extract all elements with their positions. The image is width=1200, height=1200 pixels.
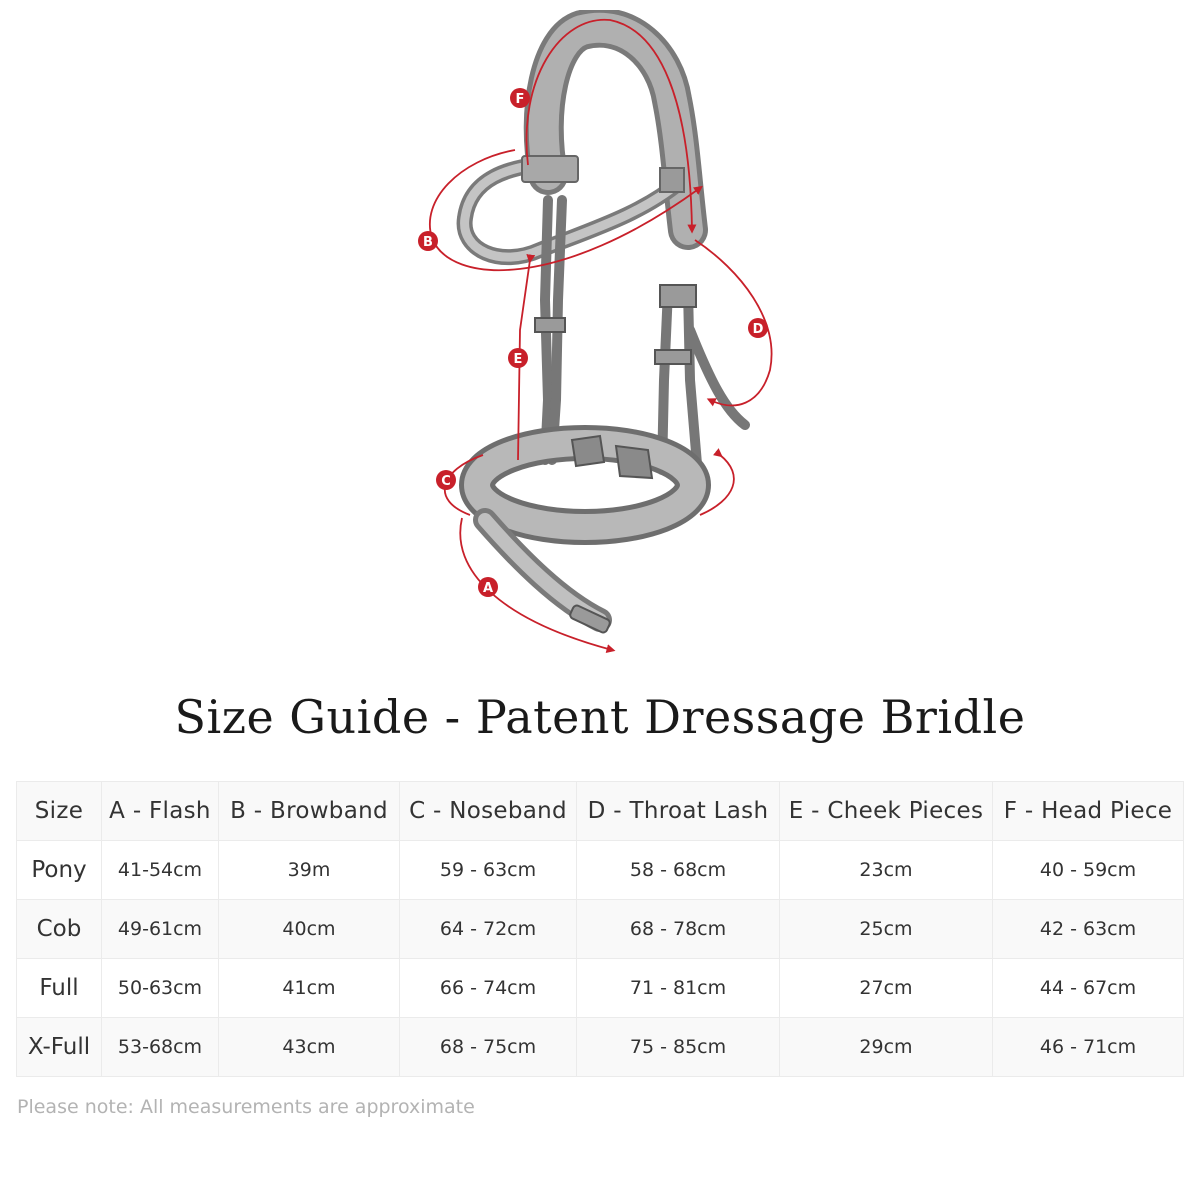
column-header-throat-lash: D - Throat Lash (577, 782, 780, 841)
table-cell: 29cm (780, 1018, 993, 1077)
table-cell: 27cm (780, 959, 993, 1018)
column-header-noseband: C - Noseband (400, 782, 577, 841)
throat-buckle (660, 285, 696, 307)
table-cell: 41cm (219, 959, 400, 1018)
cheek-buckle-left (535, 318, 565, 332)
cheek-buckle-right (655, 350, 691, 364)
table-row (17, 900, 1184, 959)
table-cell: 40 - 59cm (993, 841, 1184, 900)
page-title: Size Guide - Patent Dressage Bridle (174, 690, 1026, 744)
marker-e (508, 348, 528, 368)
table-cell: 41-54cm (102, 841, 219, 900)
table-cell: X-Full (17, 1018, 102, 1077)
marker-b-label: B (423, 235, 433, 250)
marker-d-label: D (752, 322, 764, 337)
table-cell: 46 - 71cm (993, 1018, 1184, 1077)
browband-strap (465, 156, 684, 257)
throat-lash-strap (690, 330, 745, 425)
table-cell: 66 - 74cm (400, 959, 577, 1018)
column-header-head-piece: F - Head Piece (993, 782, 1184, 841)
table-cell: 64 - 72cm (400, 900, 577, 959)
table-cell: 44 - 67cm (993, 959, 1184, 1018)
size-table (16, 781, 1184, 1077)
table-cell: 58 - 68cm (577, 841, 780, 900)
table-cell: 71 - 81cm (577, 959, 780, 1018)
column-header-size: Size (17, 782, 102, 841)
table-cell: 50-63cm (102, 959, 219, 1018)
marker-f (510, 88, 530, 108)
marker-e-label: E (513, 352, 523, 367)
bridle-illustration (400, 10, 800, 670)
table-cell: 75 - 85cm (577, 1018, 780, 1077)
table-cell: 49-61cm (102, 900, 219, 959)
marker-c-label: C (441, 474, 451, 489)
marker-f-label: F (515, 92, 525, 107)
table-cell: Cob (17, 900, 102, 959)
table-cell: 59 - 63cm (400, 841, 577, 900)
table-cell: 53-68cm (102, 1018, 219, 1077)
table-cell: 68 - 75cm (400, 1018, 577, 1077)
table-row (17, 841, 1184, 900)
marker-a-label: A (482, 581, 494, 596)
table-cell: 40cm (219, 900, 400, 959)
table-cell: 42 - 63cm (993, 900, 1184, 959)
disclaimer-note: Please note: All measurements are approximate (17, 1096, 475, 1118)
table-cell: 25cm (780, 900, 993, 959)
table-header-row (17, 782, 1184, 841)
table-cell: Pony (17, 841, 102, 900)
column-header-browband: B - Browband (219, 782, 400, 841)
noseband-strap (477, 436, 693, 527)
table-cell: 68 - 78cm (577, 900, 780, 959)
column-header-cheek-pieces: E - Cheek Pieces (780, 782, 993, 841)
marker-d (748, 318, 768, 338)
measurement-guides (430, 20, 772, 650)
table-cell: Full (17, 959, 102, 1018)
table-cell: 39m (219, 841, 400, 900)
marker-c (436, 470, 456, 490)
marker-a (478, 577, 498, 597)
marker-b (418, 231, 438, 251)
table-row (17, 1018, 1184, 1077)
table-cell: 43cm (219, 1018, 400, 1077)
table-row (17, 959, 1184, 1018)
column-header-flash: A - Flash (102, 782, 219, 841)
table-cell: 23cm (780, 841, 993, 900)
